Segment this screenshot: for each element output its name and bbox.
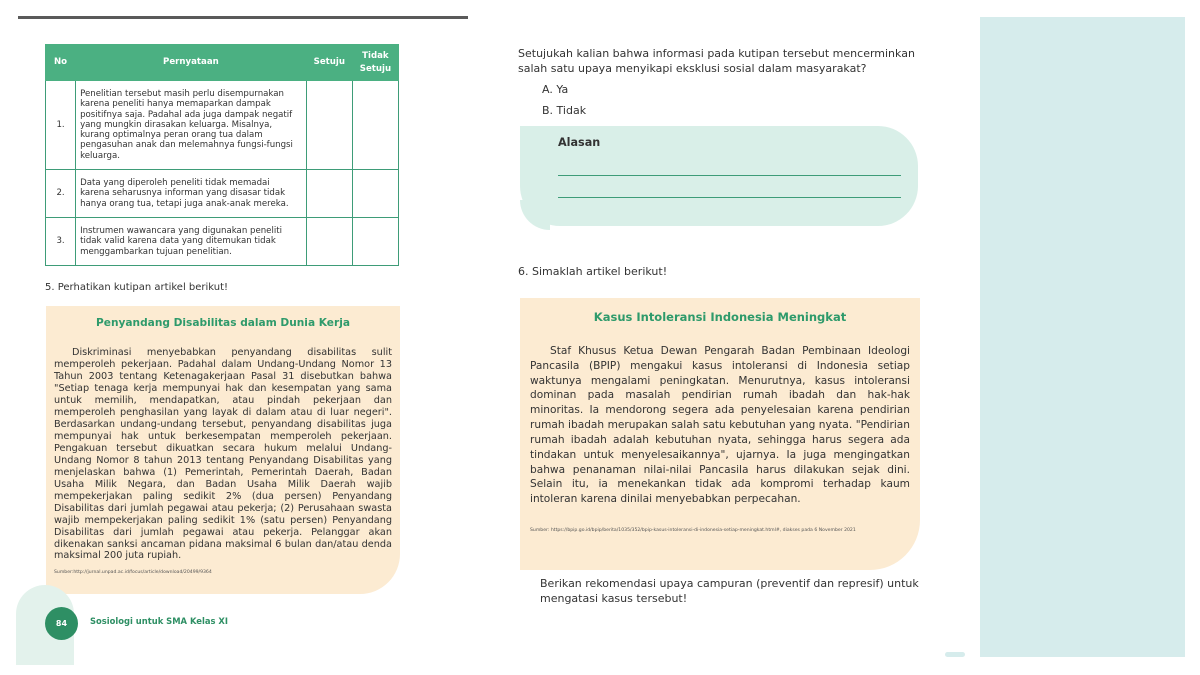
disagree-cell[interactable] bbox=[352, 218, 398, 266]
header-no: No bbox=[46, 45, 76, 81]
header-statement: Pernyataan bbox=[76, 45, 307, 81]
corner-mark bbox=[945, 652, 965, 657]
disagree-cell[interactable] bbox=[352, 170, 398, 218]
row-number: 3. bbox=[46, 218, 76, 266]
article-body: Diskriminasi menyebabkan penyandang disabilitas sulit memperoleh pekerjaan. Padahal dalam Undang-Undang Nomor 13 Tahun 2003 tentang Ketenagakerjaan Pasal 31 disebutkan bahwa "Setiap tenaga kerja mempunyai hak dan kesempatan yang sama untuk memilih, mendapatkan, atau pindah pekerjaan dan memperoleh penghasilan yang layak di dalam atau di luar negeri". Berdasarkan undang-undang tersebut, penyandang disabilitas juga mempunyai hak untuk berkesempatan memperoleh pekerjaan. Pengakuan tersebut dikuatkan secara hukum melalui Undang-Undang Nomor 8 tahun 2013 tentang Penyandang Disabilitas yang menjelaskan bahwa (1) Pemerintah, Pemerintah Daerah, Badan Usaha Milik Negara, dan Badan Usaha Milik Daerah wajib mempekerjakan paling sedikit 2% (dua persen) Penyandang Disabilitas dari jumlah pegawai atau pekerja; (2) Perusahaan swasta wajib mempekerjakan paling sedikit 1% (satu persen) Penyandang Disabilitas dari jumlah pegawai atau pekerja. Pelanggar akan dikenakan sanksi ancaman pidana maksimal 6 bulan dan/atau denda maksimal 200 juta rupiah. bbox=[54, 347, 392, 562]
article-source: Sumber:http://jurnal.unpad.ac.id/focus/article/download/20499/9364 bbox=[54, 570, 212, 576]
row-statement: Data yang diperoleh peneliti tidak memadai karena seharusnya informan yang disasar tidak hanya orang tua, tetapi juga anak-anak mereka. bbox=[76, 170, 307, 218]
row-number: 2. bbox=[46, 170, 76, 218]
article-intoleransi bbox=[520, 298, 920, 570]
right-page-strip bbox=[980, 17, 1185, 657]
row-statement: Penelitian tersebut masih perlu disempurnakan karena peneliti hanya memaparkan dampak positifnya saja. Padahal ada juga dampak negatif yang mungkin dirasakan keluarga. Misalnya, kurang optimalnya peran orang tua dalam pengasuhan anak dan melemahnya fungsi-fungsi keluarga. bbox=[76, 81, 307, 170]
row-statement: Instrumen wawancara yang digunakan peneliti tidak valid karena data yang ditemukan tidak menggambarkan tujuan penelitian. bbox=[76, 218, 307, 266]
top-rule bbox=[18, 16, 468, 19]
header-agree: Setuju bbox=[306, 45, 352, 81]
agree-cell[interactable] bbox=[306, 81, 352, 170]
reason-label: Alasan bbox=[558, 136, 601, 149]
agree-cell[interactable] bbox=[306, 170, 352, 218]
table-header-row bbox=[46, 45, 399, 81]
question-prompt: Setujukah kalian bahwa informasi pada kutipan tersebut mencerminkan salah satu upaya menyikapi eksklusi sosial dalam masyarakat? bbox=[518, 47, 915, 75]
option-a[interactable]: A. Ya bbox=[542, 83, 569, 96]
answer-line[interactable] bbox=[558, 175, 901, 176]
question-5-prompt: 5. Perhatikan kutipan artikel berikut! bbox=[45, 282, 229, 293]
disagree-cell[interactable] bbox=[352, 81, 398, 170]
option-b[interactable]: B. Tidak bbox=[542, 104, 587, 117]
article-title: Penyandang Disabilitas dalam Dunia Kerja bbox=[96, 317, 350, 329]
article-source: Sumber: https://bpip.go.id/bpip/berita/1035/352/bpip-kasus-intoleransi-di-indonesia-setiap-meningkat.html#, diakses pada 6 November 2021 bbox=[530, 528, 856, 534]
question-6-task: Berikan rekomendasi upaya campuran (preventif dan represif) untuk mengatasi kasus tersebut! bbox=[540, 577, 919, 605]
page-number: 84 bbox=[45, 607, 78, 640]
header-disagree: Tidak Setuju bbox=[352, 45, 398, 81]
table-row bbox=[46, 81, 399, 170]
statement-table bbox=[45, 44, 399, 266]
article-disabilitas bbox=[46, 306, 400, 594]
question-6-prompt: 6. Simaklah artikel berikut! bbox=[518, 265, 668, 278]
table-row bbox=[46, 170, 399, 218]
table-row bbox=[46, 218, 399, 266]
row-number: 1. bbox=[46, 81, 76, 170]
article-body: Staf Khusus Ketua Dewan Pengarah Badan Pembinaan Ideologi Pancasila (BPIP) mengakui kasus intoleransi di Indonesia setiap waktunya mengalami peningkatan. Menurutnya, kasus intoleransi dominan pada masalah pendirian rumah ibadah dan hak-hak minoritas. Ia mendorong segera ada penyelesaian karena pendirian rumah ibadah merupakan salah satu kebutuhan yang nyata. "Pendirian rumah ibadah adalah kebutuhan nyata, sehingga harus segera ada tindakan untuk menyelesaikannya", ujarnya. Ia juga mengingatkan bahwa penanaman nilai-nilai Pancasila harus dilakukan sejak dini. Selain itu, ia menekankan tidak ada kompromi terhadap kaum intoleran karena dinilai menyebabkan perpecahan. bbox=[530, 345, 910, 506]
agree-cell[interactable] bbox=[306, 218, 352, 266]
answer-line[interactable] bbox=[558, 197, 901, 198]
book-title: Sosiologi untuk SMA Kelas XI bbox=[90, 616, 228, 626]
article-title: Kasus Intoleransi Indonesia Meningkat bbox=[593, 310, 847, 324]
